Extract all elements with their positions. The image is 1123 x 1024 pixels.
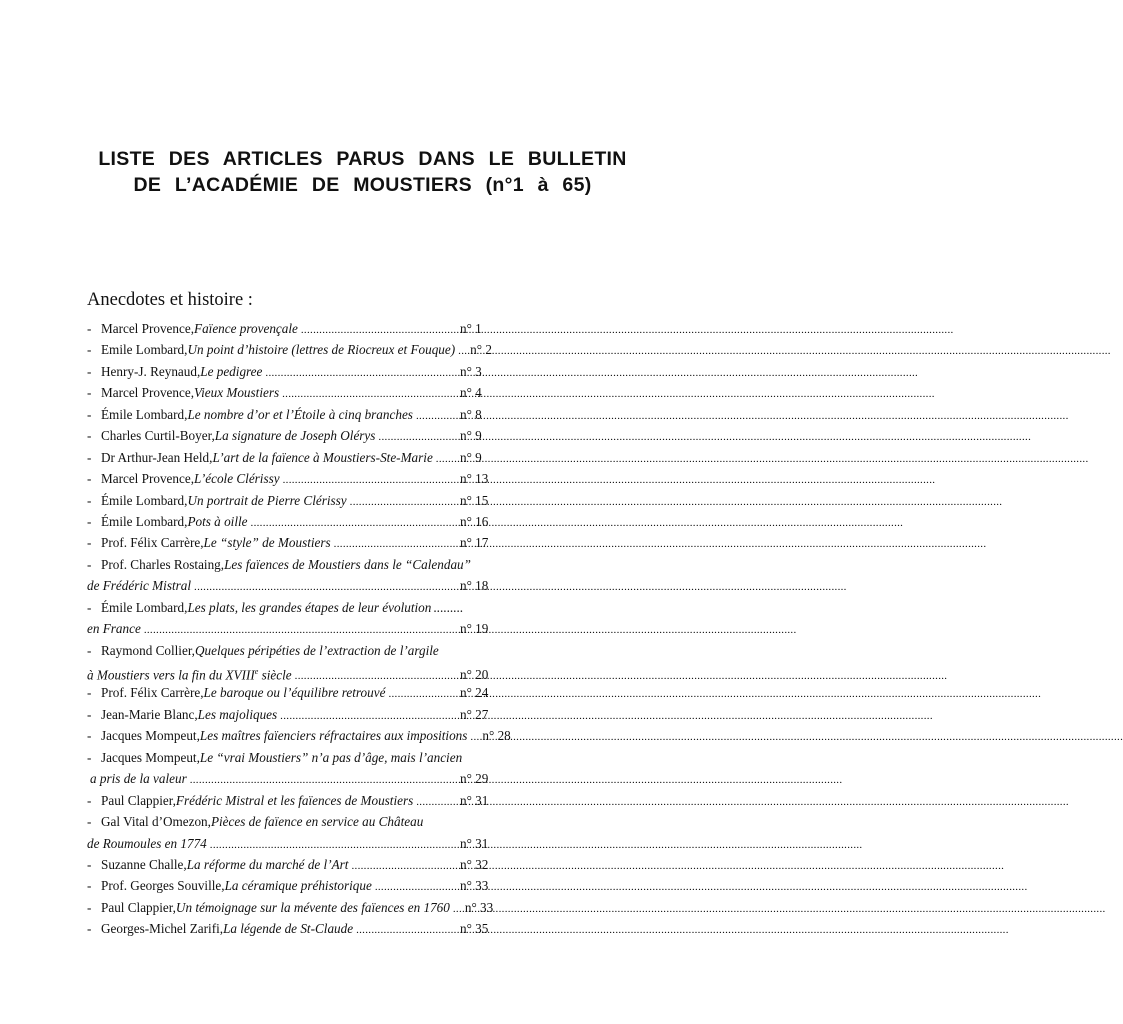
entry-title: Vieux Moustiers [194, 385, 280, 401]
entry-title: Un témoignage sur la mévente des faïences en 1760 [175, 899, 450, 915]
list-item [87, 554, 492, 575]
list-item [87, 361, 492, 382]
entry-number: n° 13 [460, 471, 489, 487]
entry-number: n° 9 [460, 428, 482, 444]
dot-leader: ......... [433, 599, 464, 615]
entry-title: Le baroque ou l’équilibre retrouvé [203, 685, 386, 701]
entry-title-continuation: de Frédéric Mistral [87, 578, 192, 594]
entry-number: n° 29 [460, 771, 489, 787]
entry-author: Jacques Mompeut, [101, 749, 200, 765]
title-line-2: DE L’ACADÉMIE DE MOUSTIERS (n°1 à 65) [133, 174, 592, 196]
dot-leader [144, 618, 454, 641]
section-heading: Anecdotes et histoire : [87, 290, 253, 310]
title-line-1: LISTE DES ARTICLES PARUS DANS LE BULLETIN [98, 148, 627, 170]
entry-author: Marcel Provence, [101, 385, 195, 401]
list-item [87, 532, 492, 553]
dot-leader [334, 532, 454, 555]
dot-leader [282, 382, 454, 405]
entry-number: n° 15 [460, 492, 489, 508]
entry-number: n° 35 [460, 921, 489, 937]
entry-author: Prof. Georges Souville, [101, 878, 225, 894]
superscript: e [254, 667, 259, 676]
entry-title: Les maîtres faïenciers réfractaires aux impositions [199, 728, 468, 744]
entry-author: Prof. Charles Rostaing, [101, 556, 225, 572]
entry-number: n° 31 [460, 835, 489, 851]
dot-leader [416, 404, 454, 427]
entry-title: La signature de Joseph Olérys [214, 428, 376, 444]
entry-number: n° 27 [460, 706, 489, 722]
dot-leader [251, 511, 454, 534]
entry-number: n° 1 [460, 321, 482, 336]
entry-title: Un portrait de Pierre Clérissy [187, 492, 347, 508]
dot-leader [470, 725, 476, 748]
list-bullet: - [87, 449, 92, 465]
list-item [87, 640, 492, 661]
entry-number: n° 8 [460, 406, 482, 422]
list-bullet: - [87, 535, 92, 551]
entry-author: Émile Lombard, [101, 513, 188, 529]
list-item [87, 318, 492, 339]
dot-leader [356, 918, 454, 941]
list-item [87, 854, 492, 875]
entry-author: Charles Curtil-Boyer, [101, 428, 215, 444]
entry-author: Gal Vital d’Omezon, [101, 814, 211, 830]
entry-title: Les faïences de Moustiers dans le “Calendau” [224, 556, 471, 572]
entry-author: Marcel Provence, [101, 321, 195, 336]
entry-number: n° 2 [470, 342, 492, 358]
list-item-continuation [87, 661, 492, 682]
entry-author: Émile Lombard, [101, 492, 188, 508]
list-bullet: - [87, 321, 92, 336]
dot-leader [453, 897, 459, 920]
list-item [87, 790, 492, 811]
dot-leader [416, 790, 454, 813]
list-item [87, 490, 492, 511]
list-bullet: - [87, 878, 92, 894]
list-item [87, 511, 492, 532]
list-bullet: - [87, 599, 92, 615]
entry-title-continuation: à Moustiers vers la fin du XVIIIe siècle [87, 667, 292, 683]
list-bullet: - [87, 642, 92, 658]
entry-title: La réforme du marché de l’Art [186, 856, 349, 872]
list-item [87, 747, 492, 768]
list-item [87, 339, 492, 360]
list-bullet: - [87, 921, 92, 937]
list-item [87, 382, 492, 403]
entry-number: n° 33 [464, 899, 494, 915]
entry-number: n° 20 [460, 667, 489, 683]
dot-leader [283, 468, 454, 491]
entry-number: n° 17 [460, 535, 489, 551]
entry-title: Quelques péripéties de l’extraction de l’argile [194, 642, 439, 658]
list-bullet: - [87, 706, 92, 722]
list-item [87, 704, 492, 725]
entry-title: L’école Clérissy [194, 471, 280, 487]
entry-number: n° 16 [460, 513, 489, 529]
entry-number: n° 19 [460, 621, 489, 637]
dot-leader [280, 704, 454, 727]
entry-number: n° 4 [460, 385, 482, 401]
list-bullet: - [87, 513, 92, 529]
dot-leader [378, 425, 454, 448]
entry-author: Émile Lombard, [101, 406, 188, 422]
dot-leader [190, 768, 454, 791]
entry-author: Henry-J. Reynaud, [101, 363, 201, 379]
list-bullet: - [87, 899, 92, 915]
list-item [87, 404, 492, 425]
entry-author: Paul Clappier, [101, 792, 176, 808]
page-title [60, 146, 665, 198]
entry-author: Prof. Félix Carrère, [101, 685, 204, 701]
entry-author: Émile Lombard, [101, 599, 188, 615]
dot-leader [265, 361, 454, 384]
list-bullet: - [87, 856, 92, 872]
dot-leader [436, 447, 454, 470]
article-list [87, 318, 511, 940]
entry-title-continuation: a pris de la valeur [90, 771, 187, 787]
entry-number: n° 33 [460, 878, 489, 894]
entry-author: Jean-Marie Blanc, [101, 706, 198, 722]
dot-leader [388, 682, 454, 705]
dot-leader [194, 575, 454, 598]
entry-title: Le pedigree [200, 363, 263, 379]
dot-leader [375, 875, 454, 898]
list-item [87, 811, 492, 832]
entry-author: Jacques Mompeut, [101, 728, 200, 744]
list-item-continuation [87, 768, 492, 789]
entry-author: Suzanne Challe, [101, 856, 187, 872]
list-item [87, 468, 492, 489]
dot-leader [210, 833, 454, 856]
list-bullet: - [87, 342, 92, 358]
list-bullet: - [87, 728, 92, 744]
list-bullet: - [87, 814, 92, 830]
entry-number: n° 18 [460, 578, 489, 594]
list-bullet: - [87, 556, 92, 572]
entry-number: n° 31 [460, 792, 489, 808]
entry-author: Georges-Michel Zarifi, [101, 921, 224, 937]
dot-leader [301, 318, 454, 341]
list-item-continuation [87, 618, 492, 639]
list-item-continuation [87, 833, 492, 854]
dot-leader [351, 854, 454, 877]
entry-title: Le nombre d’or et l’Étoile à cinq branches [187, 406, 413, 422]
list-bullet: - [87, 792, 92, 808]
entry-author: Raymond Collier, [101, 642, 195, 658]
entry-title: Pots à oille [187, 513, 248, 529]
entry-author: Marcel Provence, [101, 471, 195, 487]
list-bullet: - [87, 492, 92, 508]
entry-author: Prof. Félix Carrère, [101, 535, 204, 551]
entry-title: Un point d’histoire (lettres de Riocreux et Fouque) [187, 342, 456, 358]
entry-title-continuation: en France [87, 621, 141, 637]
dot-leader [350, 490, 454, 513]
entry-title: Le “vrai Moustiers” n’a pas d’âge, mais l’ancien [199, 749, 463, 765]
list-bullet: - [87, 385, 92, 401]
entry-title: Les majoliques [197, 706, 278, 722]
list-bullet: - [87, 406, 92, 422]
entry-title: Pièces de faïence en service au Château [210, 814, 424, 830]
entry-title: Le “style” de Moustiers [203, 535, 331, 551]
list-bullet: - [87, 471, 92, 487]
entry-title: La légende de St-Claude [223, 921, 354, 937]
entry-author: Emile Lombard, [101, 342, 188, 358]
list-bullet: - [87, 685, 92, 701]
entry-number: n° 9 [460, 449, 482, 465]
list-item [87, 725, 511, 746]
entry-number: n° 32 [460, 856, 489, 872]
list-item [87, 447, 492, 468]
entry-number: n° 28 [482, 728, 511, 744]
entry-number: n° 24 [460, 685, 489, 701]
list-item [87, 875, 492, 896]
list-item [87, 682, 492, 703]
entry-title: La céramique préhistorique [224, 878, 372, 894]
entry-author: Dr Arthur-Jean Held, [101, 449, 213, 465]
list-item [87, 918, 492, 939]
list-item-continuation [87, 575, 492, 596]
dot-leader [458, 339, 464, 362]
list-bullet: - [87, 749, 92, 765]
list-item [87, 897, 492, 918]
list-bullet: - [87, 363, 92, 379]
entry-author: Paul Clappier, [101, 899, 176, 915]
entry-number: n° 3 [460, 363, 482, 379]
entry-title: L’art de la faïence à Moustiers-Ste-Marie [212, 449, 433, 465]
entry-title: Frédéric Mistral et les faïences de Moustiers [175, 792, 414, 808]
entry-title: Les plats, les grandes étapes de leur évolution [187, 599, 432, 615]
entry-title: Faïence provençale [194, 321, 298, 336]
list-item [87, 425, 492, 446]
list-item [87, 597, 492, 618]
list-bullet: - [87, 428, 92, 444]
entry-title-continuation: de Roumoules en 1774 [87, 835, 207, 851]
